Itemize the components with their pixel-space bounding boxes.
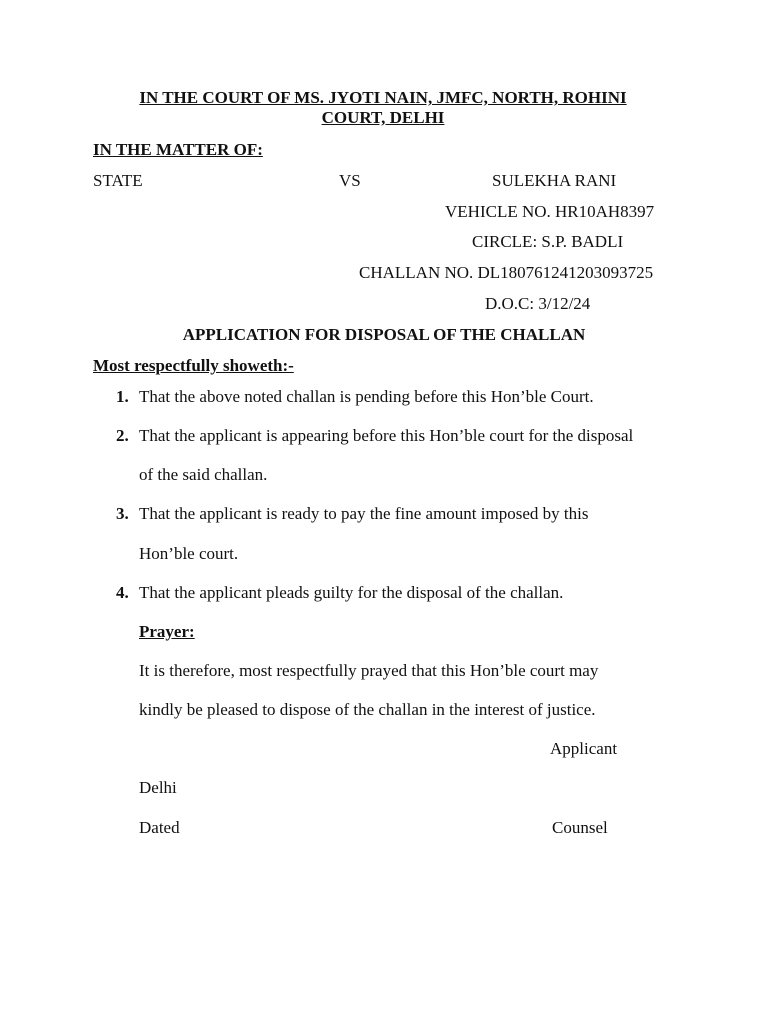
point-number: 4.: [116, 583, 129, 602]
prayer-heading: Prayer:: [139, 622, 195, 641]
versus-label: VS: [339, 171, 361, 190]
point-text: That the applicant is ready to pay the fine amount imposed by this: [139, 504, 589, 523]
application-title: APPLICATION FOR DISPOSAL OF THE CHALLAN: [182, 325, 586, 344]
vehicle-number: VEHICLE NO. HR10AH8397: [445, 202, 655, 221]
prayer-text: It is therefore, most respectfully prayed that this Hon’ble court may: [139, 661, 599, 680]
challan-number: CHALLAN NO. DL180761241203093725: [359, 263, 654, 282]
court-title-line1: IN THE COURT OF MS. JYOTI NAIN, JMFC, NORTH, ROHINI: [139, 88, 627, 107]
counsel-label: Counsel: [552, 818, 608, 837]
point-number: 1.: [116, 387, 129, 406]
date-of-challan: D.O.C: 3/12/24: [485, 294, 591, 313]
court-title: [93, 88, 673, 128]
party-state: STATE: [93, 171, 143, 190]
point-number: 3.: [116, 504, 129, 523]
point-number: 2.: [116, 426, 129, 445]
point-text-continued: Hon’ble court.: [139, 544, 239, 563]
point-text: That the applicant is appearing before this Hon’ble court for the disposal: [139, 426, 634, 445]
point-text-continued: of the said challan.: [139, 465, 268, 484]
point-text: That the applicant pleads guilty for the disposal of the challan.: [139, 583, 564, 602]
party-respondent: SULEKHA RANI: [492, 171, 617, 190]
applicant-label: Applicant: [550, 739, 618, 758]
matter-heading: IN THE MATTER OF:: [93, 140, 263, 159]
prayer-text-continued: kindly be pleased to dispose of the challan in the interest of justice.: [139, 700, 596, 719]
place-label: Delhi: [139, 778, 177, 797]
dated-label: Dated: [139, 818, 180, 837]
court-title-line2: COURT, DELHI: [321, 108, 445, 127]
point-text: That the above noted challan is pending before this Hon’ble Court.: [139, 387, 594, 406]
circle-name: CIRCLE: S.P. BADLI: [472, 232, 624, 251]
showeth-heading: Most respectfully showeth:-: [93, 356, 294, 375]
